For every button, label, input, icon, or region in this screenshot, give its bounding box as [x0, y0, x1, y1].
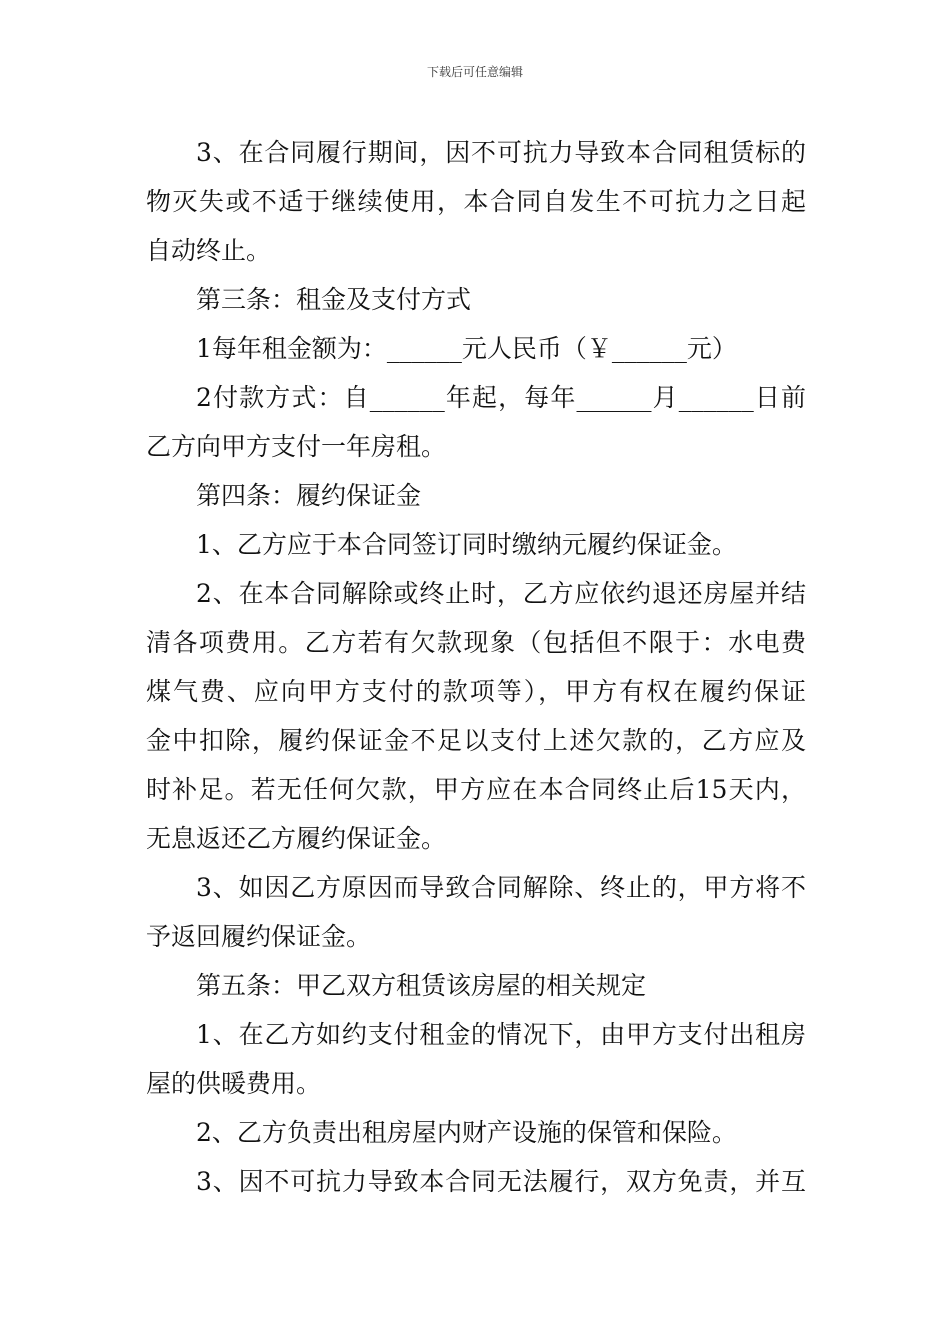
text-line: 金中扣除，履约保证金不足以支付上述欠款的，乙方应及: [146, 726, 806, 755]
document-body: [146, 128, 806, 1206]
text-line: 2付款方式：自______年起，每年______月______日前: [196, 383, 806, 412]
text-line: 2、乙方负责出租房屋内财产设施的保管和保险。: [196, 1118, 737, 1147]
text-line: 清各项费用。乙方若有欠款现象（包括但不限于：水电费: [146, 628, 806, 657]
text-line: 时补足。若无任何欠款，甲方应在本合同终止后15天内，: [146, 775, 806, 804]
text-line: 2、在本合同解除或终止时，乙方应依约退还房屋并结: [196, 579, 806, 608]
text-line: 3、如因乙方原因而导致合同解除、终止的，甲方将不: [196, 873, 806, 902]
text-line: 物灭失或不适于继续使用，本合同自发生不可抗力之日起: [146, 187, 806, 216]
section-heading: 第五条：甲乙双方租赁该房屋的相关规定: [196, 971, 647, 1000]
text-line: 1、乙方应于本合同签订同时缴纳元履约保证金。: [196, 530, 737, 559]
text-line: 3、在合同履行期间，因不可抗力导致本合同租赁标的: [196, 138, 806, 167]
text-line: 3、因不可抗力导致本合同无法履行，双方免责，并互: [196, 1167, 806, 1196]
text-line: 乙方向甲方支付一年房租。: [146, 432, 447, 461]
text-line: 煤气费、应向甲方支付的款项等），甲方有权在履约保证: [146, 677, 806, 706]
text-line: 1每年租金额为：______元人民币（￥______元）: [196, 334, 737, 363]
text-line: 无息返还乙方履约保证金。: [146, 824, 447, 853]
text-line: 自动终止。: [146, 236, 272, 265]
text-line: 屋的供暖费用。: [146, 1069, 322, 1098]
text-line: 予返回履约保证金。: [146, 922, 372, 951]
text-line: 1、在乙方如约支付租金的情况下，由甲方支付出租房: [196, 1020, 806, 1049]
section-heading: 第三条：租金及支付方式: [196, 285, 472, 314]
section-heading: 第四条：履约保证金: [196, 481, 422, 510]
page-header: 下载后可任意编辑: [426, 65, 523, 79]
